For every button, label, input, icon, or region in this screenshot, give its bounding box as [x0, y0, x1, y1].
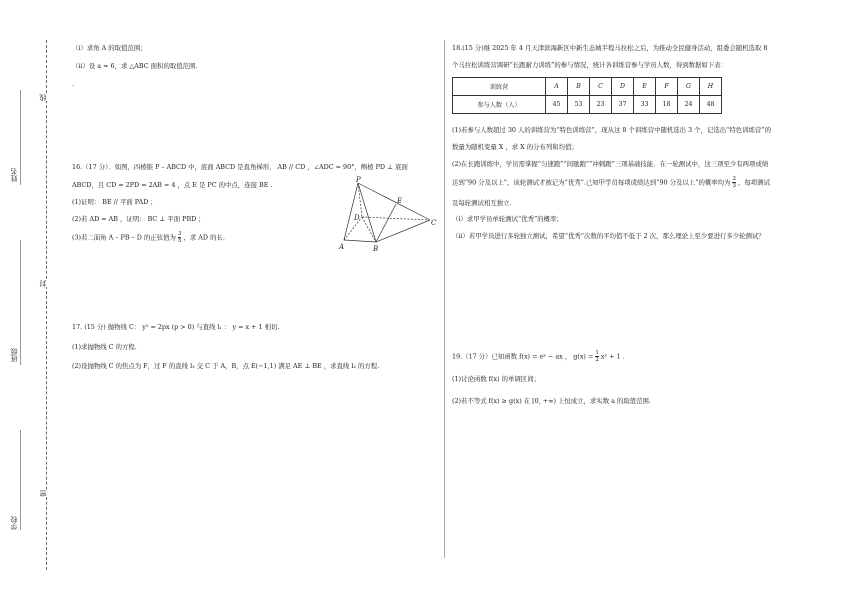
- fraction-three-fifths: $\frac{3}{5}$: [177, 231, 182, 244]
- school-underline: [20, 430, 21, 530]
- q16-sub3: (3)若二面角 A – PB – D 的正弦值为 $\frac{3}{5}$ ，求 AD 的长.: [72, 231, 225, 244]
- table-col-f: F: [656, 78, 678, 96]
- q18-sub2-part-i: （ⅰ）求甲学员单轮测试“优秀”的概率；: [452, 215, 563, 223]
- q15-part2: （ⅱ）设 a = 6，求 △ABC 面积的取值范围.: [72, 62, 198, 70]
- q18-sub2-line2: 达到“90 分及以上”，该轮测试才被记为“优秀”.已知甲学员每项成绩达到“90 分及以上”的概率均为 $\frac{2}{3}$ ，每项测试: [452, 176, 770, 189]
- table-cell: 53: [568, 96, 590, 114]
- q18-sub2-line3: 及每轮测试相互独立.: [452, 199, 512, 207]
- class-underline: [20, 240, 21, 365]
- table-col-e: E: [634, 78, 656, 96]
- q18-stem-line1: 18.(15 分)继 2025 年 4 月天津滨海新区中新生态城半程马拉松之后，为推动全民健身活动，组委会随机选取 8: [452, 44, 768, 52]
- fig-label-e: E: [397, 197, 403, 205]
- table-row: [453, 96, 722, 114]
- fig-label-p: P: [356, 176, 361, 184]
- table-cell: 48: [700, 96, 722, 114]
- table-header-row: [453, 78, 722, 96]
- q16-stem-line2: ABCD，且 CD = 2PD = 2AB = 4 ，点 E 是 PC 的中点，连接 BE .: [72, 181, 273, 189]
- q18-sub1-line2: 数量为随机变量 X ，求 X 的分布列和均值；: [452, 143, 578, 151]
- class-label: 班级: [10, 348, 18, 362]
- table-cell: 33: [634, 96, 656, 114]
- q18-sub1-line1: (1)若参与人数超过 30 人的训练营为“特色训练营”，现从这 8 个训练营中随机选出 3 个，记选出“特色训练营”的: [452, 126, 771, 134]
- table-col-h: H: [700, 78, 722, 96]
- binding-mark-secret: 密: [39, 490, 47, 497]
- q19-sub1: (1)讨论函数 f(x) 的单调区间；: [452, 375, 540, 383]
- fraction-one-half: $\frac{1}{2}$: [595, 350, 599, 363]
- table-header-label: 训练营: [453, 78, 546, 96]
- q18-sub2-line1: (2)在长跑训练中，学员需掌握“匀速跑”“间歇跑”“冲刺跑”三项基础技能．在一轮测试中，这三项至少有两项成绩: [452, 160, 769, 168]
- pyramid-figure: [336, 174, 442, 254]
- table-col-g: G: [678, 78, 700, 96]
- q18-stem-line2: 个马拉松训练营调研“长跑耐力训练”的参与情况，统计各训练营参与学员人数，得到数据如下表：: [452, 61, 727, 69]
- school-label: 学校: [10, 516, 18, 530]
- q15-part1: （ⅰ）求角 A 的取值范围；: [72, 44, 147, 52]
- training-camp-table: [452, 77, 722, 114]
- table-cell: 23: [590, 96, 612, 114]
- binding-mark-seal: 封: [39, 280, 47, 287]
- table-col-d: D: [612, 78, 634, 96]
- q19-stem: 19.（17 分）已知函数 f(x) = eˣ − ax ， g(x) = $\frac{1}{2}$ x² + 1 .: [452, 350, 625, 363]
- fraction-two-thirds: $\frac{2}{3}$: [732, 176, 736, 189]
- binding-mark-line: 线: [39, 94, 47, 101]
- table-row-label: 参与人数（人）: [453, 96, 546, 114]
- fig-label-a: A: [339, 243, 345, 251]
- name-underline: [20, 90, 21, 185]
- table-cell: 24: [678, 96, 700, 114]
- table-col-c: C: [590, 78, 612, 96]
- q19-sub2: (2)若不等式 f(x) ≥ g(x) 在 [0, +∞) 上恒成立，求实数 a 的取值范围.: [452, 397, 651, 405]
- fig-label-b: B: [373, 245, 379, 253]
- table-cell: 37: [612, 96, 634, 114]
- table-cell: 18: [656, 96, 678, 114]
- q16-sub1: (1)证明： BE // 平面 PAD ；: [72, 198, 157, 206]
- table-col-a: A: [546, 78, 568, 96]
- q16-sub2: (2)若 AD = AB ，证明： BC ⊥ 平面 PBD ；: [72, 215, 205, 223]
- table-col-b: B: [568, 78, 590, 96]
- q17-sub2: (2)设抛物线 C 的焦点为 F，过 F 的直线 l₂ 交 C 于 A，B，点 E(−1,1) 满足 AE ⊥ BE ，求直线 l₂ 的方程.: [72, 362, 380, 370]
- q18-sub2-part-ii: （ⅱ）若甲学员进行多轮独立测试，希望“优秀”次数的平均值不低于 2 次，那么理论上至少要进行多少轮测试？: [452, 232, 765, 240]
- q17-sub1: (1)求抛物线 C 的方程.: [72, 343, 137, 351]
- q17-stem: 17. (15 分) 抛物线 C： y² = 2px (p > 0) 与直线 l₁ ： y = x + 1 相切.: [72, 323, 280, 331]
- fig-label-d: D: [354, 214, 360, 222]
- q15-dot: .: [72, 80, 75, 88]
- fig-label-c: C: [431, 219, 437, 227]
- column-separator: [444, 40, 445, 558]
- table-cell: 45: [546, 96, 568, 114]
- name-label: 姓名: [10, 168, 18, 182]
- q16-stem-line1: 16.（17 分）．如图，四棱锥 P – ABCD 中，底面 ABCD 是直角梯形， AB // CD ，∠ADC = 90°，侧棱 PD ⊥ 底面: [72, 163, 408, 171]
